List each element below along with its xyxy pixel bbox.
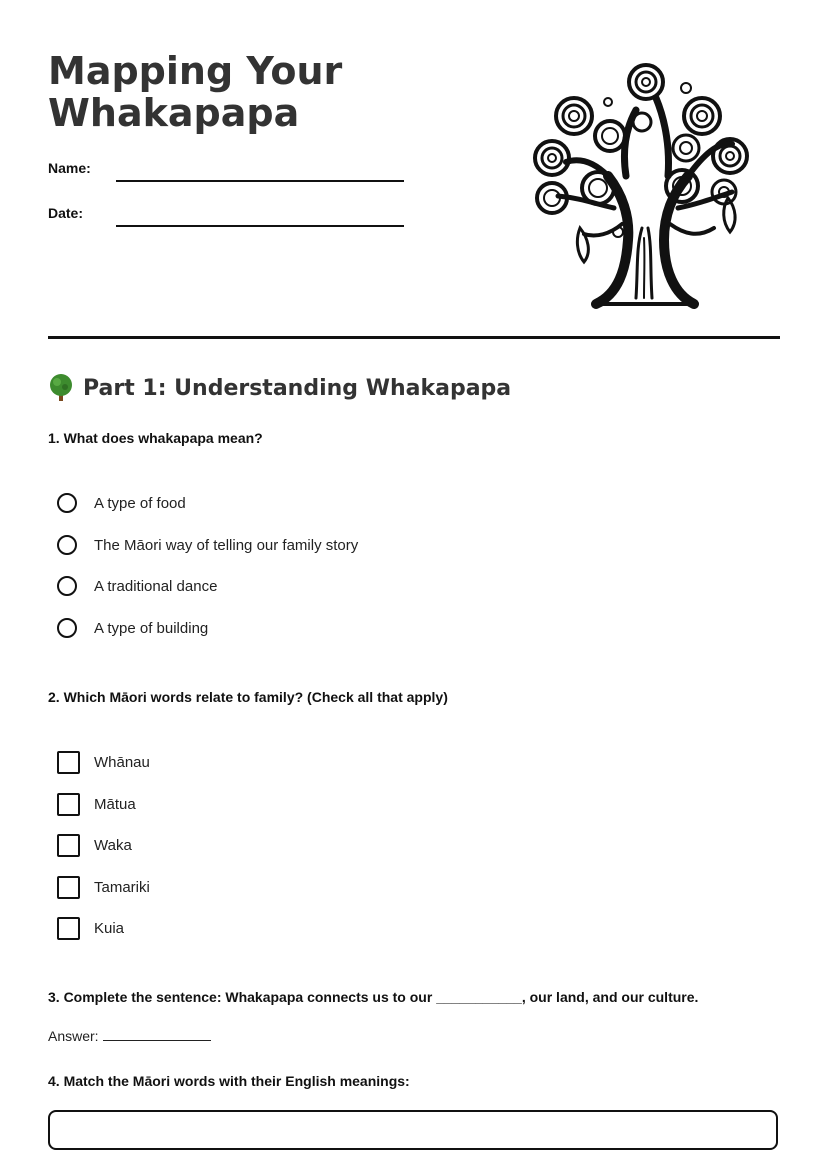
radio-button[interactable]	[57, 618, 77, 638]
radio-button[interactable]	[57, 535, 77, 555]
q1-option-2[interactable]	[57, 533, 358, 557]
section-divider	[48, 336, 780, 339]
tree-icon	[518, 58, 766, 310]
radio-button[interactable]	[57, 493, 77, 513]
q2-option-tamariki[interactable]	[57, 875, 150, 899]
part-1-heading	[48, 374, 511, 402]
name-field[interactable]	[48, 160, 408, 184]
q2-option-waka[interactable]	[57, 833, 132, 857]
date-field[interactable]	[48, 205, 408, 229]
checkbox[interactable]	[57, 917, 80, 940]
page-title	[48, 50, 342, 134]
checkbox[interactable]	[57, 876, 80, 899]
question-4: 4. Match the Māori words with their English meanings:	[48, 1073, 410, 1089]
date-input-line[interactable]	[116, 225, 404, 227]
tree-emoji-icon	[48, 374, 74, 402]
answer-label: Answer:	[48, 1028, 99, 1044]
question-1: 1. What does whakapapa mean?	[48, 430, 263, 446]
radio-button[interactable]	[57, 576, 77, 596]
option-label: The Māori way of telling our family story	[94, 536, 359, 554]
title-line-1: Mapping Your	[48, 49, 343, 93]
option-label: A type of food	[94, 494, 186, 512]
option-label: A traditional dance	[94, 577, 218, 595]
checkbox[interactable]	[57, 793, 80, 816]
option-label: A type of building	[94, 619, 209, 637]
q3-answer-field[interactable]	[48, 1028, 211, 1044]
part-1-title: Part 1: Understanding Whakapapa	[83, 375, 512, 401]
answer-blank-line[interactable]	[103, 1028, 211, 1041]
q2-option-whanau[interactable]	[57, 750, 150, 774]
name-input-line[interactable]	[116, 180, 404, 182]
q1-option-3[interactable]	[57, 574, 217, 598]
option-label: Whānau	[94, 753, 150, 771]
option-label: Tamariki	[94, 878, 150, 896]
question-3: 3. Complete the sentence: Whakapapa connects us to our ___________, our land, and our culture.	[48, 989, 699, 1005]
question-2: 2. Which Māori words relate to family? (Check all that apply)	[48, 689, 448, 705]
q1-option-4[interactable]	[57, 616, 208, 640]
q2-option-kuia[interactable]	[57, 916, 124, 940]
option-label: Kuia	[94, 919, 125, 937]
option-label: Waka	[94, 836, 132, 854]
checkbox[interactable]	[57, 834, 80, 857]
option-label: Mātua	[94, 795, 136, 813]
q1-option-1[interactable]	[57, 491, 186, 515]
matching-table	[48, 1110, 778, 1150]
q2-option-matua[interactable]	[57, 792, 136, 816]
title-line-2: Whakapapa	[48, 91, 300, 135]
date-label: Date:	[48, 205, 84, 221]
name-label: Name:	[48, 160, 91, 176]
checkbox[interactable]	[57, 751, 80, 774]
